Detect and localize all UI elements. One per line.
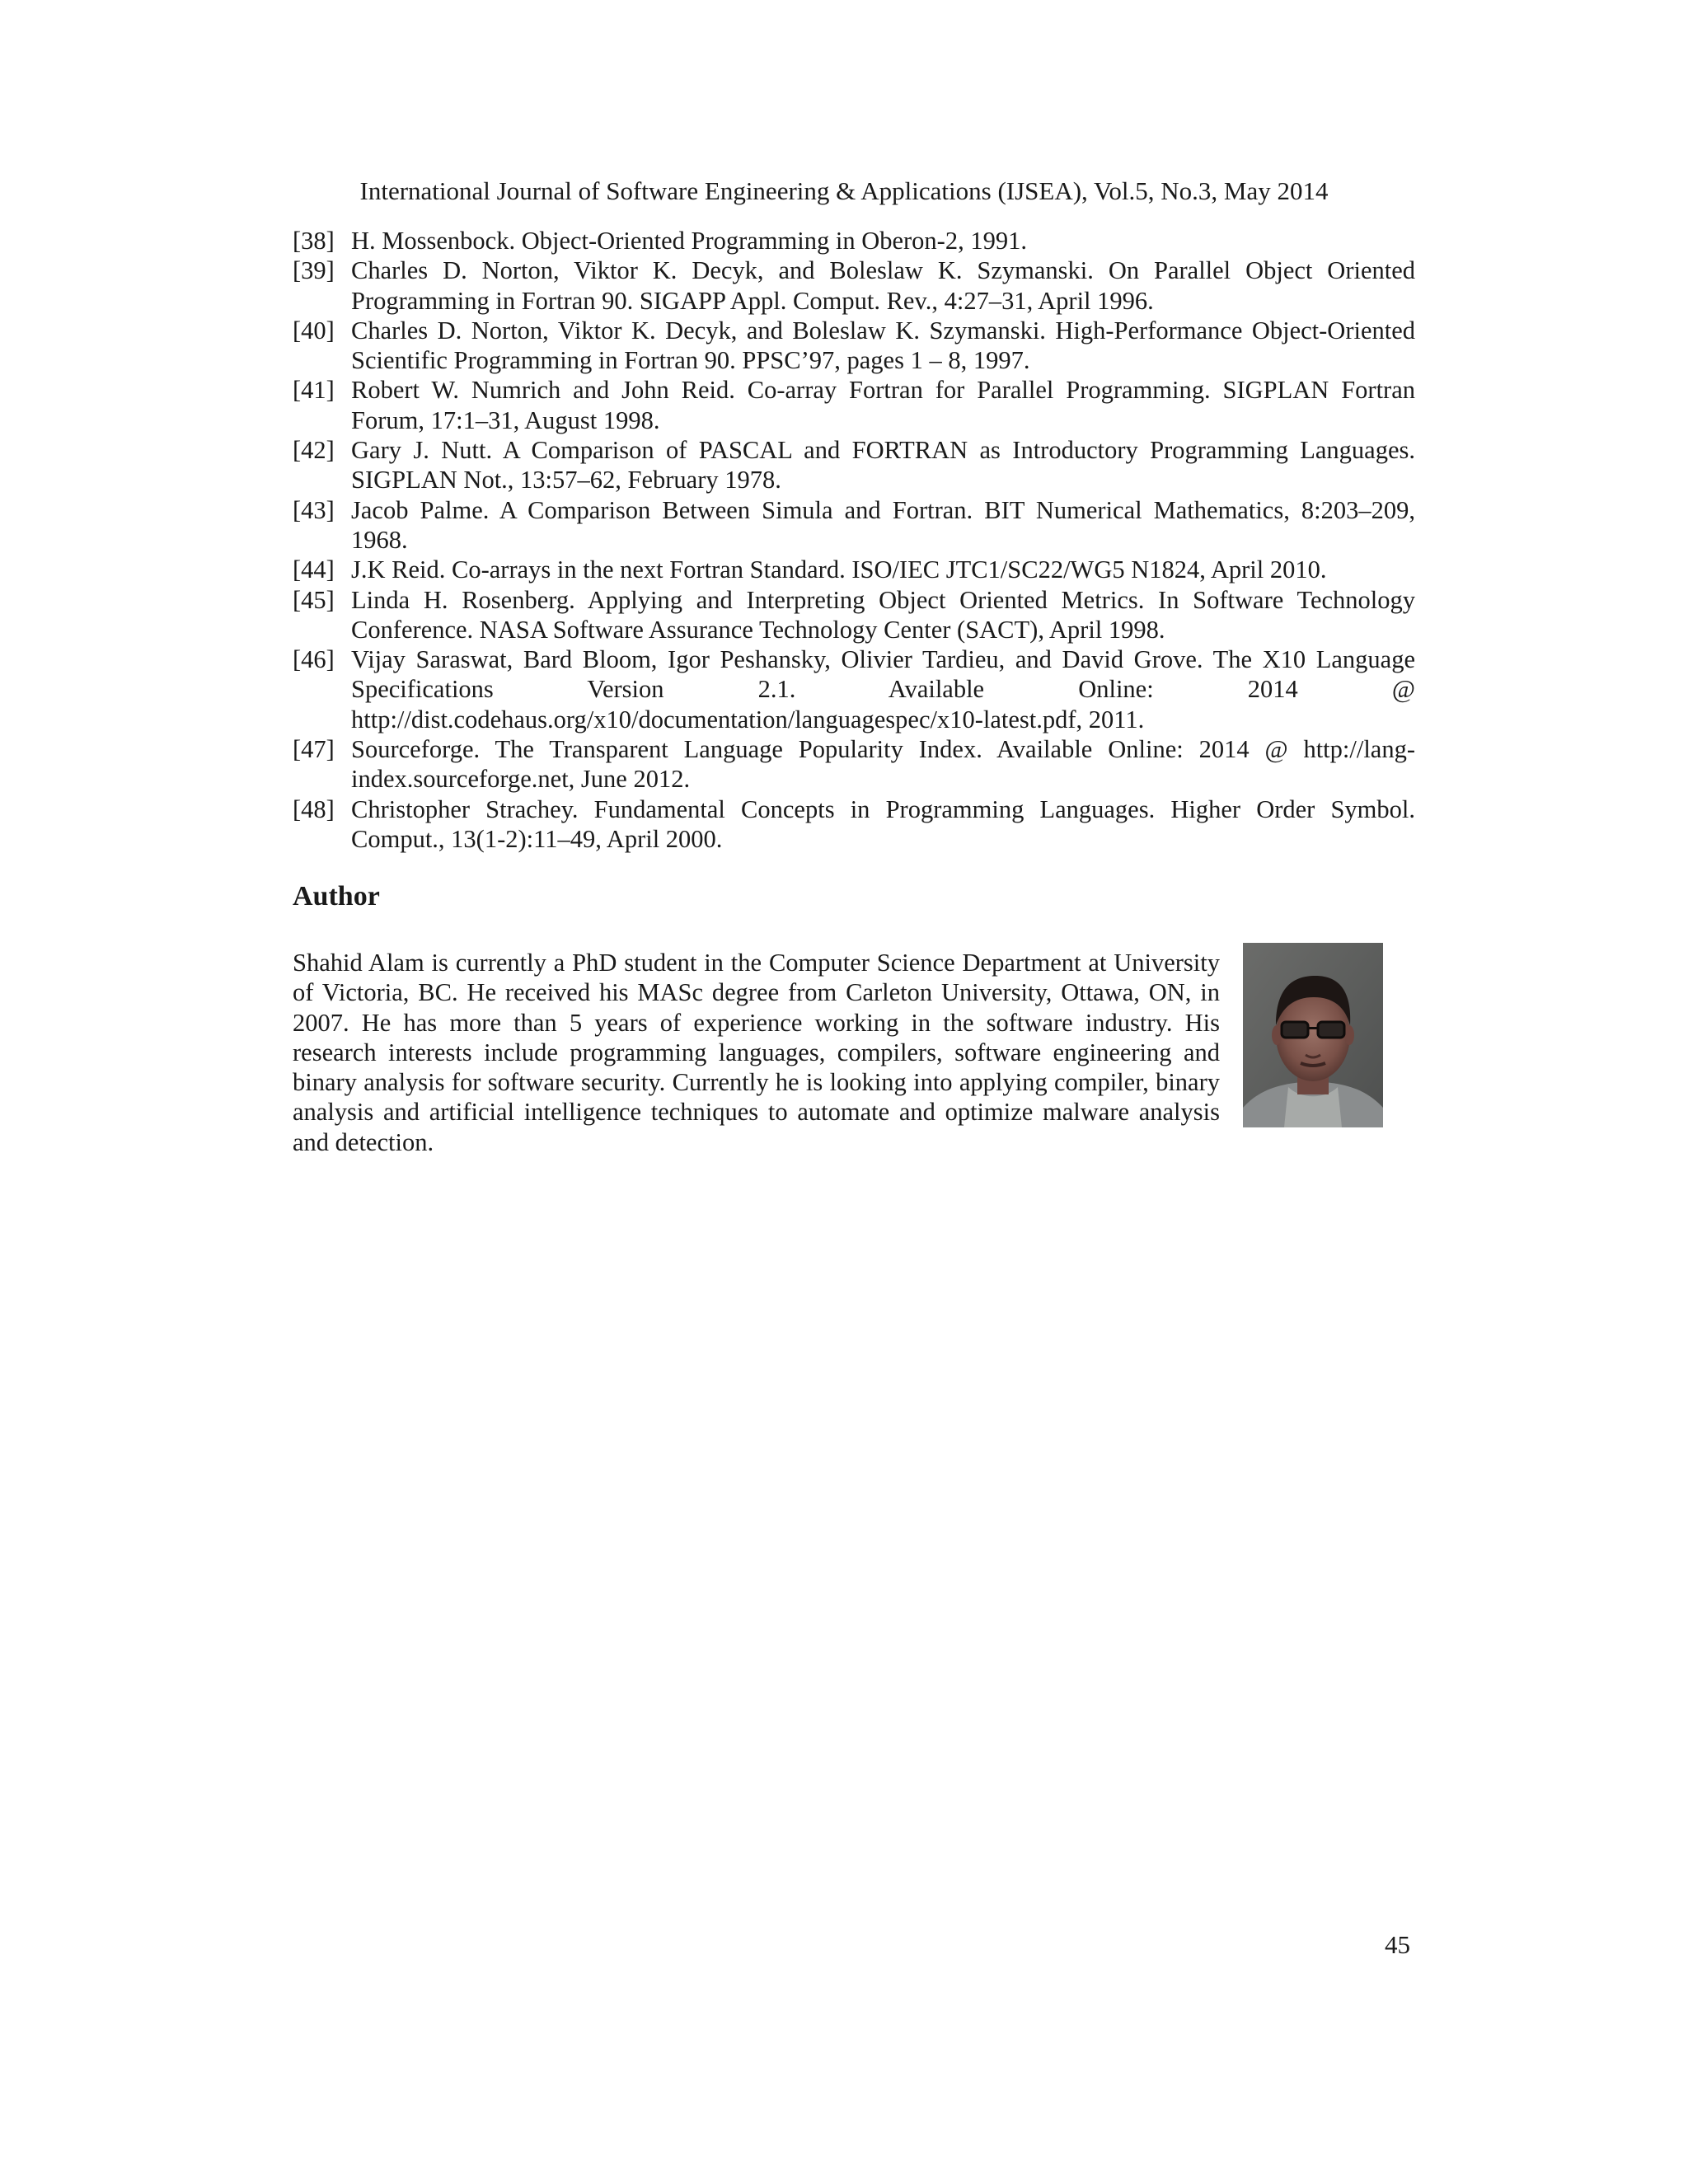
reference-item xyxy=(293,255,1415,316)
author-section-title: Author xyxy=(293,881,380,912)
reference-number: [45] xyxy=(293,585,335,614)
reference-number: [40] xyxy=(293,316,335,344)
reference-item xyxy=(293,585,1415,645)
reference-item xyxy=(293,794,1415,855)
reference-list xyxy=(293,226,1415,854)
reference-item xyxy=(293,495,1415,555)
reference-text: Charles D. Norton, Viktor K. Decyk, and Boleslaw K. Szymanski. High-Performance Object-Oriented Scientific Programming in Fortran 90. PPSC’97, pages 1 – 8, 1997. xyxy=(351,316,1415,375)
reference-text: Jacob Palme. A Comparison Between Simula and Fortran. BIT Numerical Mathematics, 8:203–209, 1968. xyxy=(351,495,1415,554)
reference-number: [43] xyxy=(293,495,335,524)
reference-text-line: Vijay Saraswat, Bard Bloom, Igor Peshansky, Olivier Tardieu, and David Grove. The X10 Language xyxy=(351,645,1415,674)
reference-item xyxy=(293,375,1415,435)
reference-url-line: http://dist.codehaus.org/x10/documentation/languagespec/x10-latest.pdf, 2011. xyxy=(351,705,1145,733)
reference-number: [44] xyxy=(293,555,335,584)
reference-number: [47] xyxy=(293,735,335,764)
reference-item xyxy=(293,644,1415,734)
page-number: 45 xyxy=(1385,1930,1410,1959)
author-photo xyxy=(1243,943,1383,1127)
running-header: International Journal of Software Engineering & Applications (IJSEA), Vol.5, No.3, May 2014 xyxy=(359,176,1329,205)
reference-number: [41] xyxy=(293,376,335,405)
reference-item xyxy=(293,734,1415,794)
reference-text: Sourceforge. The Transparent Language Popularity Index. Available Online: 2014 @ http://lang-index.sourceforge.net, June 2012. xyxy=(351,735,1415,794)
reference-item xyxy=(293,316,1415,376)
reference-text: Charles D. Norton, Viktor K. Decyk, and Boleslaw K. Szymanski. On Parallel Object Oriented Programming in Fortran 90. SIGAPP Appl. Comput. Rev., 4:27–31, April 1996. xyxy=(351,256,1415,315)
reference-item xyxy=(293,435,1415,495)
reference-number: [39] xyxy=(293,256,335,285)
reference-text: H. Mossenbock. Object-Oriented Programming in Oberon-2, 1991. xyxy=(351,227,1027,255)
reference-text xyxy=(351,644,1415,734)
reference-text: J.K Reid. Co-arrays in the next Fortran Standard. ISO/IEC JTC1/SC22/WG5 N1824, April 2010. xyxy=(351,555,1327,584)
reference-item xyxy=(293,226,1415,255)
reference-text: Gary J. Nutt. A Comparison of PASCAL and FORTRAN as Introductory Programming Languages. SIGPLAN Not., 13:57–62, February 1978. xyxy=(351,436,1415,494)
author-portrait-image xyxy=(1243,943,1383,1127)
reference-number: [38] xyxy=(293,227,335,255)
reference-text: Robert W. Numrich and John Reid. Co-array Fortran for Parallel Programming. SIGPLAN Fortran Forum, 17:1–31, August 1998. xyxy=(351,376,1415,434)
reference-number: [42] xyxy=(293,436,335,465)
reference-text: Christopher Strachey. Fundamental Concepts in Programming Languages. Higher Order Symbol. Comput., 13(1-2):11–49, April 2000. xyxy=(351,794,1415,853)
reference-number: [46] xyxy=(293,645,335,674)
reference-text-line: Specifications Version 2.1. Available Online: 2014 @ xyxy=(351,675,1415,704)
reference-item xyxy=(293,555,1415,584)
author-bio: Shahid Alam is currently a PhD student in the Computer Science Department at University of Victoria, BC. He received his MASc degree from Carleton University, Ottawa, ON, in 2007. He has more than 5 years of experience working in the software industry. His research interests include programming languages, compilers, software engineering and binary analysis for software security. Currently he is looking into applying compiler, binary analysis and artificial intelligence techniques to automate and optimize malware analysis and detection. xyxy=(293,949,1220,1156)
reference-number: [48] xyxy=(293,794,335,823)
reference-text: Linda H. Rosenberg. Applying and Interpreting Object Oriented Metrics. In Software Technology Conference. NASA Software Assurance Technology Center (SACT), April 1998. xyxy=(351,585,1415,644)
